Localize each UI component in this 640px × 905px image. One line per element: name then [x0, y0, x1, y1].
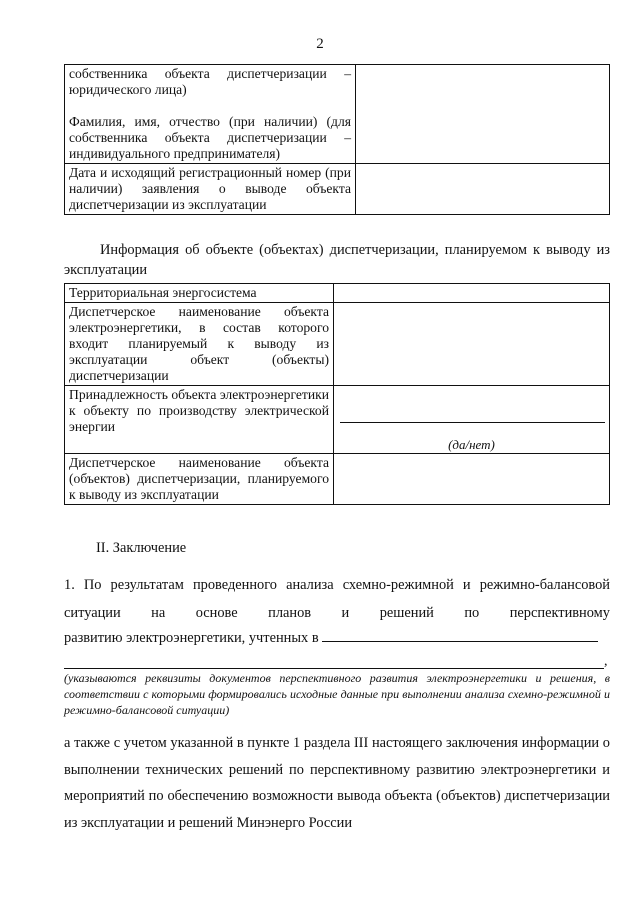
- paragraph-1-end-text: развитию электроэнергетики, учтенных в: [64, 630, 319, 646]
- territorial-system-value-cell[interactable]: [334, 284, 610, 303]
- yes-no-hint: (да/нет): [448, 437, 495, 452]
- application-date-label: Дата и исходящий регистрационный номер (при наличии) заявления о выводе объекта диспетчеризации из эксплуатации: [65, 164, 356, 215]
- generation-affiliation-label: Принадлежность объекта электроэнергетики к объекту по производству электрической энергии: [65, 386, 334, 454]
- answer-line: [340, 422, 605, 423]
- object-name-value-cell[interactable]: [334, 454, 610, 505]
- table-label-cell: [65, 65, 356, 164]
- page-number: 2: [316, 36, 324, 52]
- application-date-value-cell[interactable]: [356, 164, 610, 215]
- table-row: [65, 284, 610, 303]
- table-row: [65, 454, 610, 505]
- object-info-table: [64, 283, 610, 505]
- table-row: [65, 386, 610, 454]
- paragraph-2: а также с учетом указанной в пункте 1 раздела III настоящего заключения информации о выполнении технических решений по перспективному развитию электроэнергетики и мероприятий по обеспечению возможности вывода объекта (объектов) диспетчеризации из эксплуатации и решений Минэнерго России: [64, 735, 610, 831]
- trailing-comma: ,: [604, 654, 608, 669]
- documents-fill-line[interactable]: [322, 627, 598, 642]
- facility-name-value-cell[interactable]: [334, 303, 610, 386]
- table-row: [65, 303, 610, 386]
- facility-name-label: Диспетчерское наименование объекта электроэнергетики, в состав которого входит планируемый к выводу из эксплуатации объект (объекты) диспетчеризации: [65, 303, 334, 386]
- documents-note: (указываются реквизиты документов перспективного развития электроэнергетики и решения, в соответствии с которыми формировались исходные данные при выполнении анализа схемно-режимной и режимно-балансовой ситуации): [64, 671, 610, 717]
- generation-affiliation-value-cell[interactable]: [334, 386, 610, 454]
- documents-fill-line-2[interactable]: [64, 668, 604, 669]
- paragraph-1-end: [64, 627, 610, 648]
- table-row: [65, 65, 610, 164]
- owner-info-table: [64, 64, 610, 215]
- owner-legal-label: собственника объекта диспетчеризации – юридического лица): [69, 66, 351, 97]
- section-title: II. Заключение: [96, 540, 187, 556]
- owner-individual-label: Фамилия, имя, отчество (при наличии) (для собственника объекта диспетчеризации – индивидуального предпринимателя): [69, 114, 351, 161]
- info-heading: Информация об объекте (объектах) диспетчеризации, планируемом к выводу из эксплуатации: [64, 242, 610, 278]
- table-row: [65, 164, 610, 215]
- territorial-system-label: Территориальная энергосистема: [65, 284, 334, 303]
- paragraph-1: 1. По результатам проведенного анализа схемно-режимной и режимно-балансовой ситуации на основе планов и решений по перспективному: [64, 577, 610, 621]
- owner-value-cell[interactable]: [356, 65, 610, 164]
- object-name-label: Диспетчерское наименование объекта (объектов) диспетчеризации, планируемого к выводу из эксплуатации: [65, 454, 334, 505]
